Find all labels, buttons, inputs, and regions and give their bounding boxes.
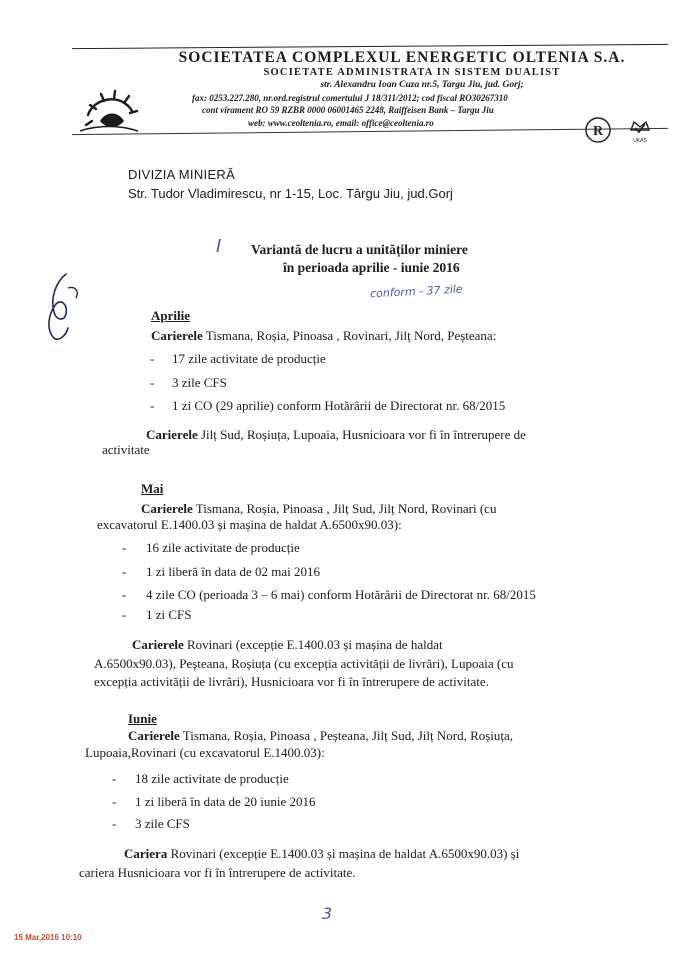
mai-para2-bold: Carierele: [132, 637, 184, 652]
letterhead: [72, 36, 672, 144]
bullet-dash: -: [122, 564, 127, 579]
section-heading-mai: Mai: [141, 481, 164, 496]
company-web-line: web: www.ceoltenia.ro, email: office@ceoltenia.ro: [248, 118, 434, 128]
aprilie-paragraph-2-line2: activitate: [102, 442, 150, 457]
mai-paragraph: [141, 501, 496, 517]
bullet-dash: -: [150, 375, 155, 390]
aprilie-para-bold: Carierele: [151, 328, 203, 343]
document-title-line1: Variantă de lucru a unităților miniere: [251, 242, 468, 257]
bullet-dash: -: [150, 351, 155, 366]
company-bank-line: cont virament RO 59 RZBR 0000 06001465 2248, Raiffeisen Bank – Targu Jiu: [202, 105, 494, 115]
aprilie-para2-line1: Jilț Sud, Roșiuța, Lupoaia, Husnicioara vor fi în întrerupere de: [197, 427, 526, 442]
document-title-line2: în perioada aprilie - iunie 2016: [283, 260, 460, 275]
bullet-dash: -: [122, 587, 127, 602]
handwritten-roman-numeral: I: [216, 236, 222, 257]
company-subtitle: SOCIETATE ADMINISTRATA IN SISTEM DUALIST: [263, 67, 561, 78]
aprilie-paragraph: [151, 328, 496, 344]
aprilie-para-rest: Tismana, Roșia, Pinoasa , Rovinari, Jilț Nord, Peșteana:: [202, 328, 497, 343]
aprilie-para2-bold: Carierele: [146, 427, 198, 442]
handwritten-signature-icon: [36, 268, 86, 346]
bullet-dash: -: [122, 540, 127, 555]
mai-bullet-2: 1 zi liberă în data de 02 mai 2016: [146, 564, 321, 579]
aprilie-bullet-1: 17 zile activitate de producție: [172, 351, 326, 366]
iunie-paragraph: [128, 728, 513, 744]
bullet-dash: -: [150, 398, 155, 413]
mai-bullet-1: 16 zile activitate de producție: [146, 540, 300, 555]
iunie-para2-line1: Rovinari (excepție E.1400.03 și mașina de haldat A.6500x90.03) și: [167, 846, 520, 861]
mai-para-bold: Carierele: [141, 501, 193, 516]
iunie-bullet-3: 3 zile CFS: [135, 816, 190, 831]
mai-bullet-3: 4 zile CO (perioada 3 – 6 mai) conform Hotărârii de Directorat nr. 68/2015: [146, 587, 536, 602]
mai-bullet-4: 1 zi CFS: [146, 607, 192, 622]
section-heading-aprilie: Aprilie: [151, 308, 190, 323]
mai-paragraph-2: [132, 637, 443, 653]
handwritten-note: conform - 37 zile: [369, 282, 463, 301]
section-heading-iunie: Iunie: [128, 711, 157, 726]
iunie-paragraph-2: [124, 846, 519, 862]
certification-mark-icon: [584, 114, 612, 150]
aprilie-paragraph-2: [146, 427, 526, 443]
iunie-para-line1: Tismana, Roșia, Pinoasa , Peșteana, Jilț Sud, Jilț Nord, Roșiuța,: [179, 728, 514, 743]
ukas-crown-icon: [628, 116, 652, 146]
mai-para2-line1: Rovinari (excepție E.1400.03 și mașina de haldat: [183, 637, 443, 652]
mai-paragraph-line2: excavatorul E.1400.03 și mașina de haldat A.6500x90.03):: [97, 517, 402, 532]
handwritten-page-number: 3: [322, 904, 333, 923]
fax-timestamp: 15 Mar,2016 10:10: [14, 933, 82, 942]
cert-mark-letter: R: [592, 124, 604, 139]
iunie-para2-bold: Cariera: [124, 846, 168, 861]
aprilie-bullet-3: 1 zi CO (29 aprilie) conform Hotărârii de Directorat nr. 68/2015: [172, 398, 506, 413]
company-fax-line: fax: 0253.227.280, nr.ord.registrul comertului J 18/311/2012; cod fiscal RO30267310: [192, 93, 508, 103]
iunie-paragraph-2-line2: cariera Husnicioara vor fi în întrerupere de activitate.: [79, 865, 356, 880]
mai-paragraph-2-line2: A.6500x90.03), Peșteana, Roșiuța (cu excepția activității de livrări), Lupoaia (cu: [94, 656, 514, 671]
company-address: str. Alexandru Ioan Cuza nr.5, Targu Jiu, jud. Gorj;: [320, 80, 524, 90]
mai-paragraph-2-line3: excepția activității de livrări), Husnicioara vor fi în întrerupere de activitate.: [94, 674, 489, 689]
iunie-bullet-2: 1 zi liberă în data de 20 iunie 2016: [135, 794, 316, 809]
iunie-para-bold: Carierele: [128, 728, 180, 743]
bullet-dash: -: [112, 771, 117, 786]
aprilie-bullet-2: 3 zile CFS: [172, 375, 227, 390]
bullet-dash: -: [122, 607, 127, 622]
company-name: SOCIETATEA COMPLEXUL ENERGETIC OLTENIA S.A.: [178, 49, 626, 66]
division-address: Str. Tudor Vladimirescu, nr 1-15, Loc. Târgu Jiu, jud.Gorj: [128, 186, 453, 201]
letterhead-bottom-rule: [72, 128, 668, 135]
division-name: DIVIZIA MINIERĂ: [128, 167, 236, 182]
iunie-paragraph-line2: Lupoaia,Rovinari (cu excavatorul E.1400.03):: [85, 745, 325, 760]
ukas-label: UKAS: [633, 138, 647, 144]
mai-para-line1: Tismana, Roșia, Pinoasa , Jilț Sud, Jilț Nord, Rovinari (cu: [192, 501, 497, 516]
bullet-dash: -: [112, 816, 117, 831]
bullet-dash: -: [112, 794, 117, 809]
iunie-bullet-1: 18 zile activitate de producție: [135, 771, 289, 786]
